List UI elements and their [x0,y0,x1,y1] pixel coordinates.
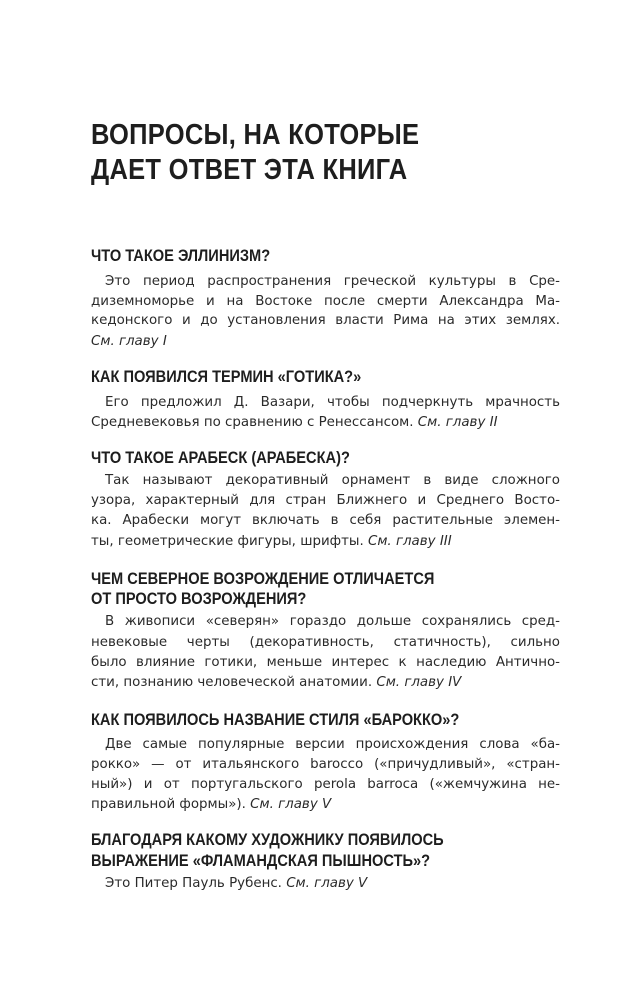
question-heading: ВЫРАЖЕНИЕ «ФЛАМАНДСКАЯ ПЫШНОСТЬ»? [91,851,431,870]
answer-text: сти, познанию человеческой анатомии. [91,675,377,690]
question-heading: БЛАГОДАРЯ КАКОМУ ХУДОЖНИКУ ПОЯВИЛОСЬ [91,830,444,849]
answer-line [91,653,560,673]
answer-text: рокко» — от итальянского barocco («причудливый», «стран- [91,757,560,772]
answer-line [91,673,560,693]
answer-line [91,292,560,312]
answer-line [91,612,560,632]
answer-line [91,311,560,331]
answer-line [91,491,560,511]
chapter-reference: См. главу V [250,797,332,812]
answer-text: диземноморье и на Востоке после смерти Александра Ма- [91,294,560,309]
chapter-reference: См. главу II [417,415,498,430]
answer-line [91,775,560,795]
question-heading: ОТ ПРОСТО ВОЗРОЖДЕНИЯ? [91,589,307,608]
chapter-reference: См. главу IV [376,675,462,690]
page-title-line-2: ДАЕТ ОТВЕТ ЭТА КНИГА [91,154,408,186]
answer-text: было влияние готики, меньше интерес к наследию Антично- [91,655,560,670]
question-heading: ЧЕМ СЕВЕРНОЕ ВОЗРОЖДЕНИЕ ОТЛИЧАЕТСЯ [91,569,435,588]
answer-line [91,413,560,433]
answer-text: правильной формы»). [91,797,251,812]
answer-text: кедонского и до установления власти Рима на этих землях. [91,313,560,328]
question-heading: ЧТО ТАКОЕ АРАБЕСК (АРАБЕСКА)? [91,448,350,467]
answer-line [91,735,560,755]
answer-text: Его предложил Д. Вазари, чтобы подчеркнуть мрачность [105,395,560,410]
answer-line [91,795,560,815]
answer-text: Две самые популярные версии происхождения слова «ба- [105,737,560,752]
answer-text: Средневековья по сравнению с Ренессансом. [91,415,418,430]
answer-line [91,633,560,653]
answer-text: ты, геометрические фигуры, шрифты. [91,534,368,549]
page-title-line-1: ВОПРОСЫ, НА КОТОРЫЕ [91,119,420,151]
answer-text: ка. Арабески могут включать в себя растительные элемен- [91,513,560,528]
chapter-reference: См. главу V [286,876,368,891]
answer-text: Это период распространения греческой культуры в Сре- [105,274,560,289]
chapter-reference: См. главу I [91,334,167,349]
answer-text: В живописи «северян» гораздо дольше сохранялись сред- [105,614,560,629]
answer-text: ный») и от португальского perola barroca («жемчужина не- [91,777,560,792]
question-heading: ЧТО ТАКОЕ ЭЛЛИНИЗМ? [91,246,271,265]
answer-text: Так называют декоративный орнамент в виде сложного [105,473,560,488]
answer-line [91,272,560,292]
answer-text: невековые черты (декоративность, статичность), сильно [91,635,560,650]
question-heading: КАК ПОЯВИЛСЯ ТЕРМИН «ГОТИКА?» [91,367,362,386]
answer-line [91,393,560,413]
answer-line [91,471,560,491]
answer-line [91,511,560,531]
answer-line [91,874,560,894]
answer-line [91,532,560,552]
answer-line [91,755,560,775]
answer-line [91,332,560,352]
answer-text: узора, характерный для стран Ближнего и Среднего Восто- [91,493,560,508]
question-heading: КАК ПОЯВИЛОСЬ НАЗВАНИЕ СТИЛЯ «БАРОККО»? [91,710,460,729]
answer-text: Это Питер Пауль Рубенс. [105,876,287,891]
chapter-reference: См. главу III [367,534,452,549]
